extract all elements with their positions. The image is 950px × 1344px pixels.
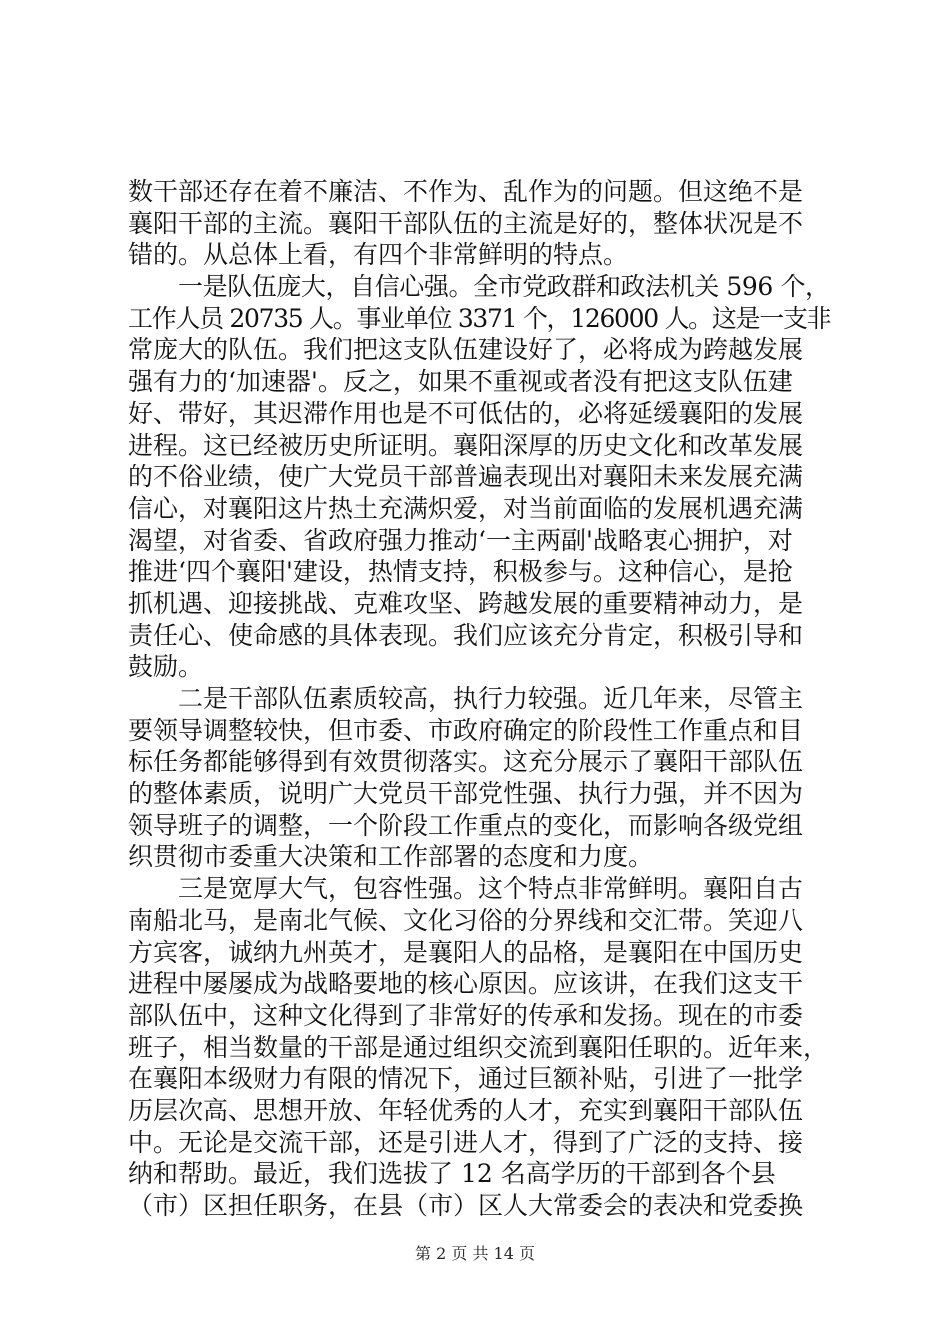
- text-line: 二是干部队伍素质较高，执行力较强。近几年来，尽管主: [178, 684, 804, 713]
- text-line: 方宾客，诚纳九州英才，是襄阳人的品格，是襄阳在中国历史: [128, 937, 804, 967]
- text-line: （市）区担任职务，在县（市）区人大常委会的表决和党委换: [128, 1191, 804, 1220]
- text-line: 鼓励。: [128, 652, 204, 682]
- text-line: 进程中屡屡成为战略要地的核心原因。应该讲，在我们这支干: [128, 969, 804, 999]
- text-line: 历层次高、思想开放、年轻优秀的人才，充实到襄阳干部队伍: [128, 1095, 804, 1125]
- text-line: 南船北马，是南北气候、文化习俗的分界线和交汇带。笑迎八: [128, 905, 804, 935]
- text-line: 织贯彻市委重大决策和工作部署的态度和力度。: [128, 842, 654, 872]
- text-line: 三是宽厚大气，包容性强。这个特点非常鲜明。襄阳自古: [178, 874, 804, 904]
- text-line: 推进‘四个襄阳'建设，热情支持，积极参与。这种信心，是抢: [128, 557, 793, 587]
- text-line: 中。无论是交流干部，还是引进人才，得到了广泛的支持、接: [128, 1127, 804, 1157]
- text-line: 班子，相当数量的干部是通过组织交流到襄阳任职的。近年来，: [128, 1032, 829, 1062]
- page-number-footer: 第 2 页 共 14 页: [415, 1244, 535, 1263]
- text-line: 纳和帮助。最近，我们选拔了 12 名高学历的干部到各个县: [128, 1159, 776, 1189]
- text-line: 襄阳干部的主流。襄阳干部队伍的主流是好的，整体状况是不: [128, 208, 804, 238]
- document-body: [128, 176, 830, 1222]
- text-line: 强有力的‘加速器'。反之，如果不重视或者没有把这支队伍建: [128, 367, 793, 397]
- text-line: 常庞大的队伍。我们把这支队伍建设好了，必将成为跨越发展: [128, 335, 804, 365]
- text-line: 错的。从总体上看，有四个非常鲜明的特点。: [128, 240, 629, 270]
- text-line: 一是队伍庞大，自信心强。全市党政群和政法机关 596 个，: [178, 272, 830, 302]
- text-line: 信心，对襄阳这片热土充满炽爱，对当前面临的发展机遇充满: [128, 493, 804, 523]
- text-line: 领导班子的调整，一个阶段工作重点的变化，而影响各级党组: [128, 810, 804, 840]
- text-line: 工作人员 20735 人。事业单位 3371 个，126000 人。这是一支非: [128, 303, 831, 333]
- text-line: 责任心、使命感的具体表现。我们应该充分肯定，积极引导和: [128, 620, 804, 650]
- text-line: 要领导调整较快，但市委、市政府确定的阶段性工作重点和目: [128, 715, 804, 745]
- text-line: 好、带好，其迟滞作用也是不可低估的，必将延缓襄阳的发展: [128, 398, 804, 428]
- text-line: 部队伍中，这种文化得到了非常好的传承和发扬。现在的市委: [128, 1000, 804, 1030]
- text-line: 标任务都能够得到有效贯彻落实。这充分展示了襄阳干部队伍: [128, 747, 804, 777]
- text-line: 进程。这已经被历史所证明。襄阳深厚的历史文化和改革发展: [128, 430, 804, 460]
- text-line: 的整体素质，说明广大党员干部党性强、执行力强，并不因为: [128, 779, 804, 809]
- text-line: 抓机遇、迎接挑战、克难攻坚、跨越发展的重要精神动力，是: [128, 588, 804, 618]
- text-line: 在襄阳本级财力有限的情况下，通过巨额补贴，引进了一批学: [128, 1064, 804, 1094]
- text-line: 数干部还存在着不廉洁、不作为、乱作为的问题。但这绝不是: [128, 177, 804, 206]
- text-line: 渴望，对省委、省政府强力推动‘一主两副'战略衷心拥护，对: [128, 525, 793, 555]
- text-line: 的不俗业绩，使广大党员干部普遍表现出对襄阳未来发展充满: [128, 462, 804, 492]
